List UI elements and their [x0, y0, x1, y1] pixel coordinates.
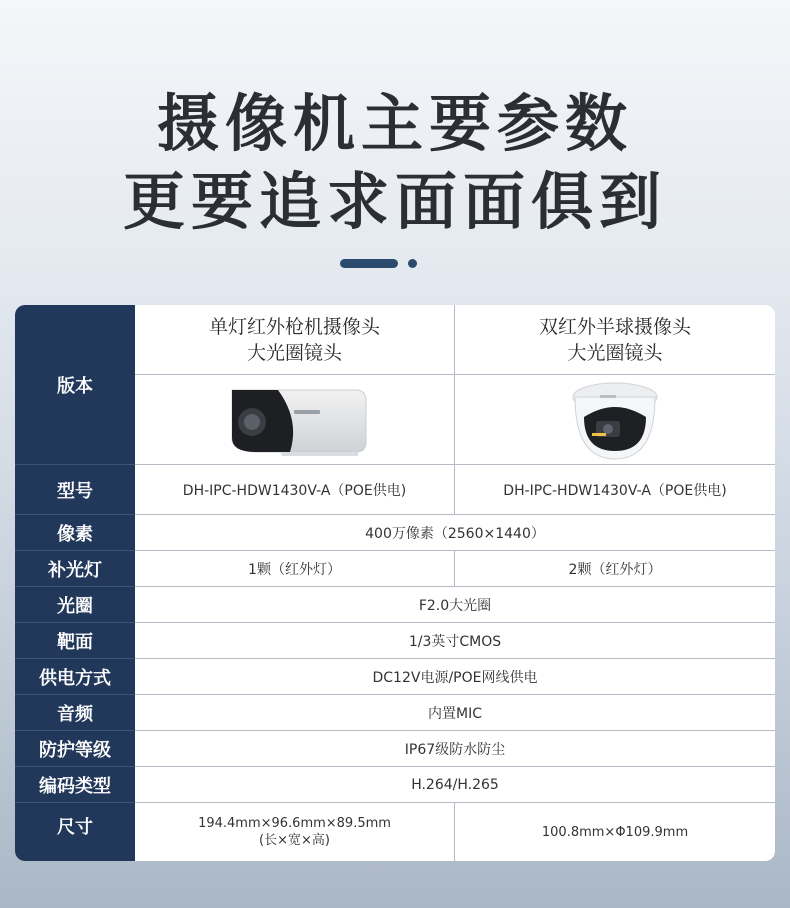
power-value: DC12V电源/POE网线供电	[135, 659, 775, 695]
size-value-bullet-line2: (长×宽×高)	[259, 833, 330, 848]
decoration-dot	[408, 259, 417, 268]
row-label-sensor: 靶面	[15, 623, 135, 659]
page-title-line2: 更要追求面面俱到	[122, 165, 667, 238]
protection-value: IP67级防水防尘	[135, 731, 775, 767]
size-value-dome: 100.8mm×Φ109.9mm	[541, 824, 689, 840]
audio-value: 内置MIC	[135, 695, 775, 731]
bullet-camera-title-line1: 单灯红外枪机摄像头	[208, 315, 380, 338]
bullet-camera-title	[135, 305, 455, 375]
aperture-value: F2.0大光圈	[135, 587, 775, 623]
model-value-bullet: DH-IPC-HDW1430V-A（POE供电)	[135, 465, 455, 515]
row-label-encoding: 编码类型	[15, 767, 135, 803]
bullet-camera-title-line2: 大光圈镜头	[246, 341, 342, 364]
spec-table	[15, 305, 775, 861]
row-label-protection: 防护等级	[15, 731, 135, 767]
row-label-version: 版本	[15, 305, 135, 465]
row-label-power: 供电方式	[15, 659, 135, 695]
row-label-aperture: 光圈	[15, 587, 135, 623]
row-label-pixels: 像素	[15, 515, 135, 551]
sensor-value: 1/3英寸CMOS	[135, 623, 775, 659]
size-value-bullet-line1: 194.4mm×96.6mm×89.5mm	[198, 816, 391, 831]
model-value-dome: DH-IPC-HDW1430V-A（POE供电)	[455, 465, 775, 515]
fill-light-value-bullet: 1颗（红外灯）	[135, 551, 455, 587]
page-title-line1: 摄像机主要参数	[156, 87, 633, 160]
size-value-bullet	[135, 803, 455, 861]
dome-camera-title-line2: 大光圈镜头	[567, 341, 663, 364]
dome-camera-title-line1: 双红外半球摄像头	[538, 315, 691, 338]
bullet-camera-icon	[220, 380, 370, 460]
bullet-camera-image-cell	[135, 375, 455, 465]
row-label-size: 尺寸	[15, 803, 135, 861]
decoration-bar	[340, 259, 398, 268]
row-label-audio: 音频	[15, 695, 135, 731]
encoding-value: H.264/H.265	[135, 767, 775, 803]
row-label-model: 型号	[15, 465, 135, 515]
row-label-fill-light: 补光灯	[15, 551, 135, 587]
fill-light-value-dome: 2颗（红外灯）	[455, 551, 775, 587]
dome-camera-image-cell	[455, 375, 775, 465]
pixels-value: 400万像素（2560×1440）	[135, 515, 775, 551]
dome-camera-icon	[570, 377, 660, 463]
dome-camera-title	[455, 305, 775, 375]
